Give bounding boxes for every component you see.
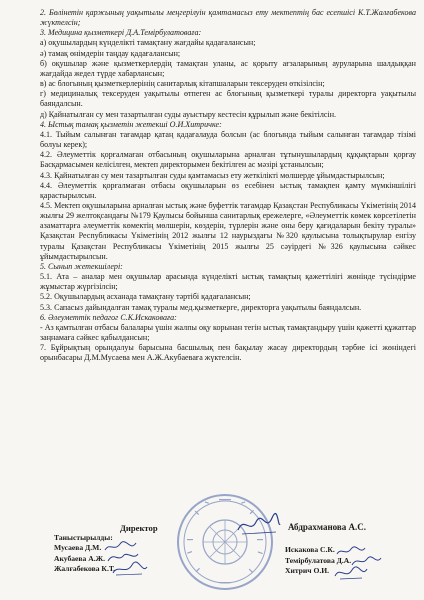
paragraph: 4.2. Әлеуметтік қорғалмаған отбасының оқушыларына арналған тұтынушылардың құқықтарын қорғау Басқармасымен келісілген, мектеп директорымен бекітілген ас мәзірі ұстанылсын; — [40, 150, 416, 170]
director-label: Директор — [120, 523, 158, 533]
paragraph: 4. Ыстық тамақ қызметін жетекші О.И.Хитричке: — [40, 119, 222, 129]
acquainted-name: Акубаева А.Ж. — [54, 553, 105, 563]
paragraph: г) медициналық тексеруден уақытылы өтпеген ас блогының қызметкері туралы директорға уақытылы баяндалсын. — [40, 89, 416, 109]
acquainted-name: Мусаева Д.М. — [54, 543, 102, 552]
paragraph: 5.2. Оқушылардың асханада тамақтану тәртібі қадағалансын; — [40, 292, 251, 302]
paragraph: 7. Бұйрықтың орындалуы барысына басшылық пен бақылау жасау директордың тәрбие ісі жөніндегі орынбасары Д.М.Мусаева мен А.Ж.Акубаеваға жүктелсін. — [40, 343, 416, 363]
paragraph: в) ас блогының қызметкерлерінің санитарлық кітапшаларын тексеруден өткізілсін; — [40, 79, 325, 89]
acquainted-name: Хитрич О.И. — [285, 566, 330, 575]
acquainted-label: Таныстырылды: — [54, 533, 113, 542]
acquainted-name: Жалғабекова К.Т. — [54, 564, 116, 573]
paragraph: 4.1. Тыйым салынған тағамдар қатаң қадағалауда болсын (ас блогында тыйым салынған тағамдар тізімі болуы керек); — [40, 129, 416, 150]
director-signature — [236, 512, 282, 538]
paragraph: 2. Бөлінетін қаржының уақытылы меңгерілуін қамтамасыз ету мектептің бас есепшісі К.Т.Жалғабекова жүктелсін; — [40, 8, 416, 28]
paragraph: 6. Әлеуметтік педагог С.К.Искаковаға: — [40, 312, 177, 322]
paragraph: 5. Сынып жетекшілері: — [40, 261, 123, 271]
paragraph: - Аз қамтылған отбасы балалары үшін жалпы оқу корынан тегін ыстық тамақтандыру үшін қажетті құжаттар заңнамаға сәйкес қабылдансын; — [40, 322, 416, 342]
paragraph: а) оқушылардың күнделікті тамақтану жағдайы қадағалансын; — [40, 38, 256, 48]
director-name: Абдрахманова А.С. — [288, 522, 367, 532]
signature-khitrich — [334, 564, 368, 582]
official-stamp — [175, 492, 275, 592]
paragraph: 4.3. Қайнатылған су мен тазартылған суды қамтамасыз ету жеткілікті мөлшерде ұйымдастырылсын; — [40, 170, 385, 180]
paragraph: 4.4. Әлеуметтік қорғалмаған отбасы оқушыларын өз есебінен ыстық тамақпен қамту мүмкіншілігі қарастырылсын. — [40, 180, 416, 200]
paragraph: 5.3. Сапасыз дайындалған тамақ туралы мед.қызметкерге, директорға уақытылы баяндалсын. — [40, 302, 362, 312]
paragraph: 5.1. Ата – аналар мен оқушылар арасында күнделікті ыстық тамақтың қажеттілігі жөнінде түсіндірме жұмыстар жүргізілсін; — [40, 272, 416, 292]
paragraph: 3. Медицина қызметкері Д.А.Темірбулатоваға: — [40, 28, 202, 38]
document-body — [40, 8, 416, 363]
acquainted-name: Искакова С.К. — [285, 545, 335, 554]
paragraph: д) Қайнатылған су мен тазартылған суды ауыстыру кестесін құрылып және бекітілсін. — [40, 109, 337, 119]
paragraph: 4.5. Мектеп оқушыларына арналған ыстық және буфеттік тағамдар Қазақстан Республикасы Үкіметінің 2014 жылғы 29 желтоқсандағы №179 Қаулысы бойынша санитарлық ережелерге, «Әлеуметтік көмек көрсетілетін азаматтарға әлеуметтік көмектің мөлшерін, көздерін, түрлерін және оны беру қағидаларын бекіту туралы» Қазақстан Республикасы Үкіметінің 2012 жылғы 12 наурыздағы №320 қаулысына толықтырулар енгізу туралы Қазақстан Республикасы Үкіметінің 2015 жылғы 25 сәуірдегі №326 қаулысына сәйкес ұйымдастырылсын. — [40, 200, 416, 261]
paragraph: б) оқушылар және қызметкерлердің тамақтан уланы, ас қорыту ағзаларының ауруларына шалдыққан жағдайда жедел түрде хабарлансын; — [40, 58, 416, 78]
acquainted-name: Темірбулатова Д.А. — [285, 555, 352, 565]
signature-zhalgabekova — [112, 561, 148, 577]
paragraph: ә) тамақ өнімдерін таңдау қадағалансын; — [40, 48, 181, 58]
